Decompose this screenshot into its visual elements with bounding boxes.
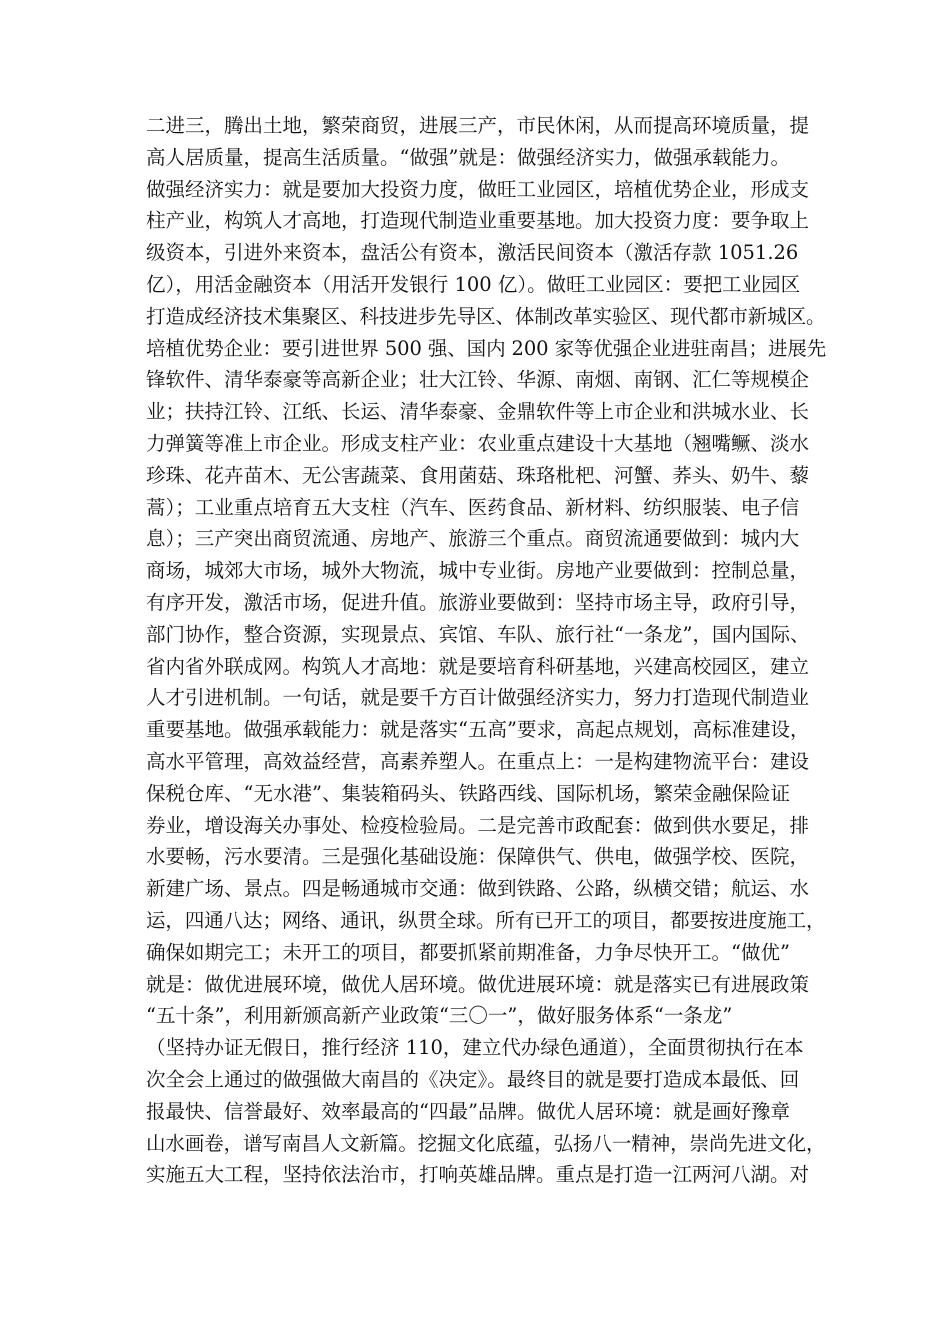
text-line: 运，四通八达；网络、通讯，纵贯全球。所有已开工的项目，都要按进度施工， [146, 908, 826, 932]
text-line: 保税仓库、“无水港”、集装箱码头、铁路西线、国际机场，繁荣金融保险证 [146, 781, 790, 805]
text-line: 次全会上通过的做强做大南昌的《决定》。最终目的就是要打造成本最低、回 [146, 1067, 800, 1091]
text-line: 省内省外联成网。构筑人才高地：就是要培育科研基地，兴建高校园区，建立 [146, 654, 810, 678]
text-line: 珍珠、花卉苗木、无公害蔬菜、食用菌菇、珠珞枇杷、河蟹、荞头、奶牛、藜 [146, 463, 810, 487]
text-line: “五十条”，利用新颁高新产业政策“三〇一”，做好服务体系“一条龙” [146, 1004, 733, 1028]
text-line: 二进三，腾出土地，繁荣商贸，进展三产，市民休闲，从而提高环境质量，提 [146, 114, 810, 137]
text-line: 高水平管理，高效益经营，高素养塑人。在重点上：一是构建物流平台：建设 [146, 749, 810, 773]
text-line: 蒿）；工业重点培育五大支柱（汽车、医药食品、新材料、纺织服装、电子信 [146, 495, 800, 519]
text-line: 有序开发，激活市场，促进升值。旅游业要做到：坚持市场主导，政府引导， [146, 590, 810, 614]
text-line: 商场，城郊大市场，城外大物流，城中专业街。房地产业要做到：控制总量， [146, 559, 810, 583]
text-line: 锋软件、清华泰豪等高新企业；壮大江铃、华源、南烟、南钢、汇仁等规模企 [146, 368, 810, 392]
text-line: （坚持办证无假日，推行经济 110，建立代办绿色通道），全面贯彻执行在本 [146, 1036, 804, 1060]
body-text [146, 110, 826, 1191]
text-line: 做强经济实力：就是要加大投资力度，做旺工业园区，培植优势企业，形成支 [146, 177, 810, 201]
text-line: 报最快、信誉最好、效率最高的“四最”品牌。做优人居环境：就是画好豫章 [146, 1099, 790, 1123]
text-line: 水要畅，污水要清。三是强化基础设施：保障供气、供电，做强学校、医院， [146, 845, 810, 869]
text-line: 培植优势企业：要引进世界 500 强、国内 200 家等优强企业进驻南昌；进展先 [146, 336, 827, 360]
text-line: 级资本，引进外来资本，盘活公有资本，激活民间资本（激活存款 1051.26 [146, 241, 799, 265]
text-line: 实施五大工程，坚持依法治市，打响英雄品牌。重点是打造一江两河八湖。对 [146, 1163, 810, 1187]
text-line: 高人居质量，提高生活质量。“做强”就是：做强经济实力，做强承载能力。 [146, 145, 790, 169]
text-line: 业；扶持江铃、江纸、长运、清华泰豪、金鼎软件等上市企业和洪城水业、长 [146, 400, 810, 424]
text-line: 打造成经济技术集聚区、科技进步先导区、体制改革实验区、现代都市新城区。 [146, 304, 826, 328]
text-line: 新建广场、景点。四是畅通城市交通：做到铁路、公路，纵横交错；航运、水 [146, 877, 810, 901]
text-line: 力弹簧等准上市企业。形成支柱产业：农业重点建设十大基地（翘嘴鳜、淡水 [146, 431, 810, 455]
text-line: 山水画卷，谱写南昌人文新篇。挖掘文化底蕴，弘扬八一精神，崇尚先进文化， [146, 1131, 826, 1155]
text-line: 人才引进机制。一句话，就是要千方百计做强经济实力，努力打造现代制造业 [146, 686, 810, 710]
text-line: 部门协作，整合资源，实现景点、宾馆、车队、旅行社“一条龙”，国内国际、 [146, 622, 810, 646]
text-line: 就是：做优进展环境，做优人居环境。做优进展环境：就是落实已有进展政策 [146, 972, 810, 996]
text-line: 确保如期完工；未开工的项目，都要抓紧前期准备，力争尽快开工。“做优” [146, 940, 790, 964]
text-line: 券业，增设海关办事处、检疫检验局。二是完善市政配套：做到供水要足，排 [146, 813, 810, 837]
text-line: 亿），用活金融资本（用活开发银行 100 亿）。做旺工业园区：要把工业园区 [146, 272, 801, 296]
text-line: 柱产业，构筑人才高地，打造现代制造业重要基地。加大投资力度：要争取上 [146, 209, 810, 233]
text-line: 重要基地。做强承载能力：就是落实“五高”要求，高起点规划，高标准建设， [146, 718, 810, 742]
text-line: 息）；三产突出商贸流通、房地产、旅游三个重点。商贸流通要做到：城内大 [146, 527, 800, 551]
